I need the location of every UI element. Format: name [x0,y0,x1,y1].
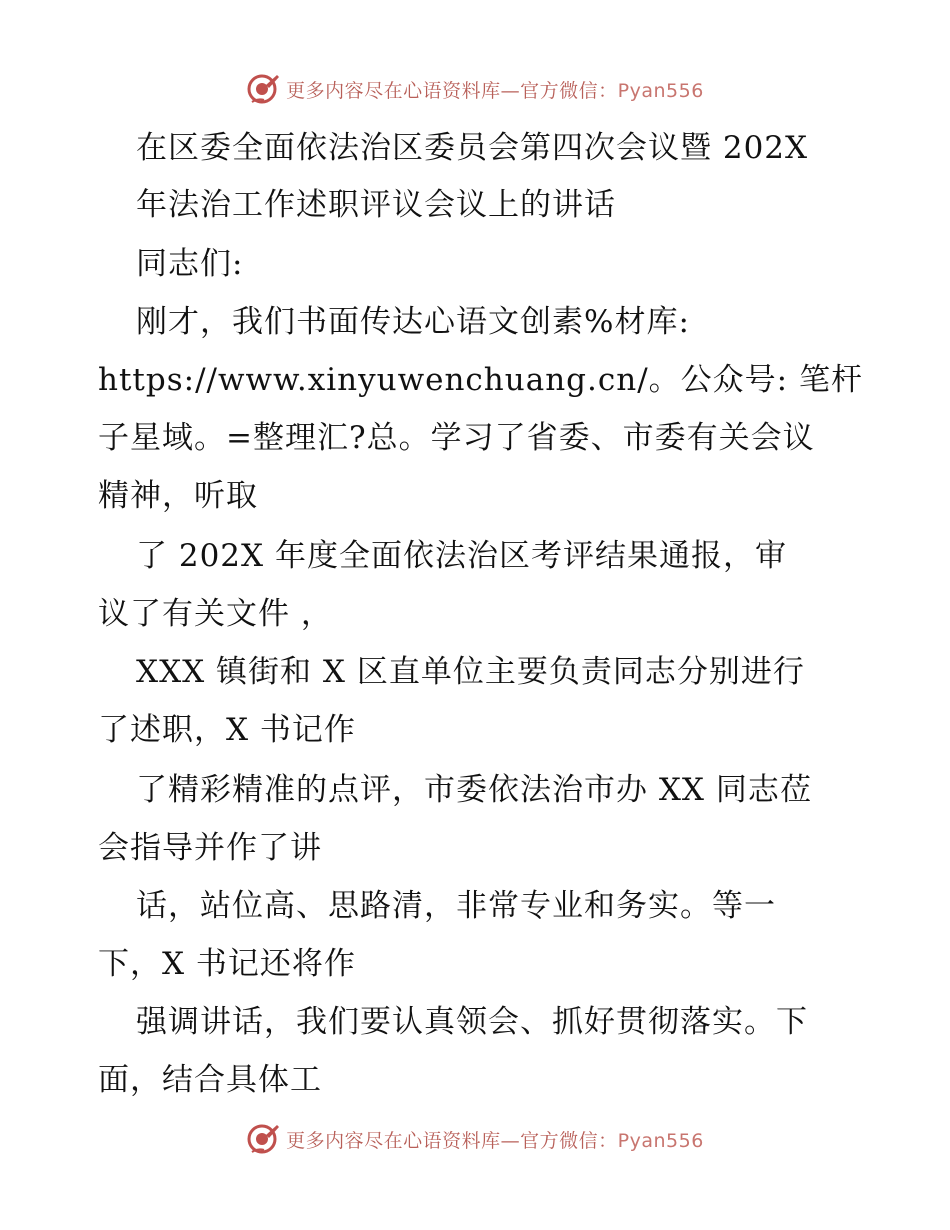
paragraph-line: 刚才，我们书面传达心语文创素%材库: [136,304,690,340]
banner-text-cn: 更多内容尽在心语资料库—官方微信： [286,1129,618,1152]
paragraph-line: 了 202X 年度全面依法治区考评结果通报，审 [136,538,787,574]
banner-text [286,1126,704,1153]
banner-wechat-id: Pyan556 [617,1129,704,1152]
paragraph-line: 会指导并作了讲 [98,830,322,866]
paragraph-line: 了精彩精准的点评，市委依法治市办 XX 同志莅 [136,772,812,808]
paragraph-line: XXX 镇街和 X 区直单位主要负责同志分别进行 [136,654,805,690]
paragraph-line: https://www.xinyuwenchuang.cn/。公众号: 笔杆 [98,362,863,398]
pen-logo-icon [246,1122,280,1156]
paragraph-line: 子星域。=整理汇?总。学习了省委、市委有关会议 [98,420,815,456]
paragraph-line: 面，结合具体工 [98,1062,322,1098]
title-line-1: 在区委全面依法治区委员会第四次会议暨 202X [136,130,809,166]
paragraph-line: 议了有关文件 ， [98,596,333,632]
salutation: 同志们: [136,246,244,282]
paragraph-line: 下，X 书记还将作 [98,946,356,982]
paragraph-line: 强调讲话，我们要认真领会、抓好贯彻落实。下 [136,1004,808,1040]
paragraph-line: 话，站位高、思路清，非常专业和务实。等一 [136,888,776,924]
title-line-2: 年法治工作述职评议会议上的讲话 [136,187,616,223]
banner-text-cn: 更多内容尽在心语资料库—官方微信： [286,79,618,102]
footer-banner [0,1122,950,1156]
banner-wechat-id: Pyan556 [617,79,704,102]
paragraph-line: 精神，听取 [98,478,258,514]
paragraph-line: 了述职，X 书记作 [98,712,356,748]
